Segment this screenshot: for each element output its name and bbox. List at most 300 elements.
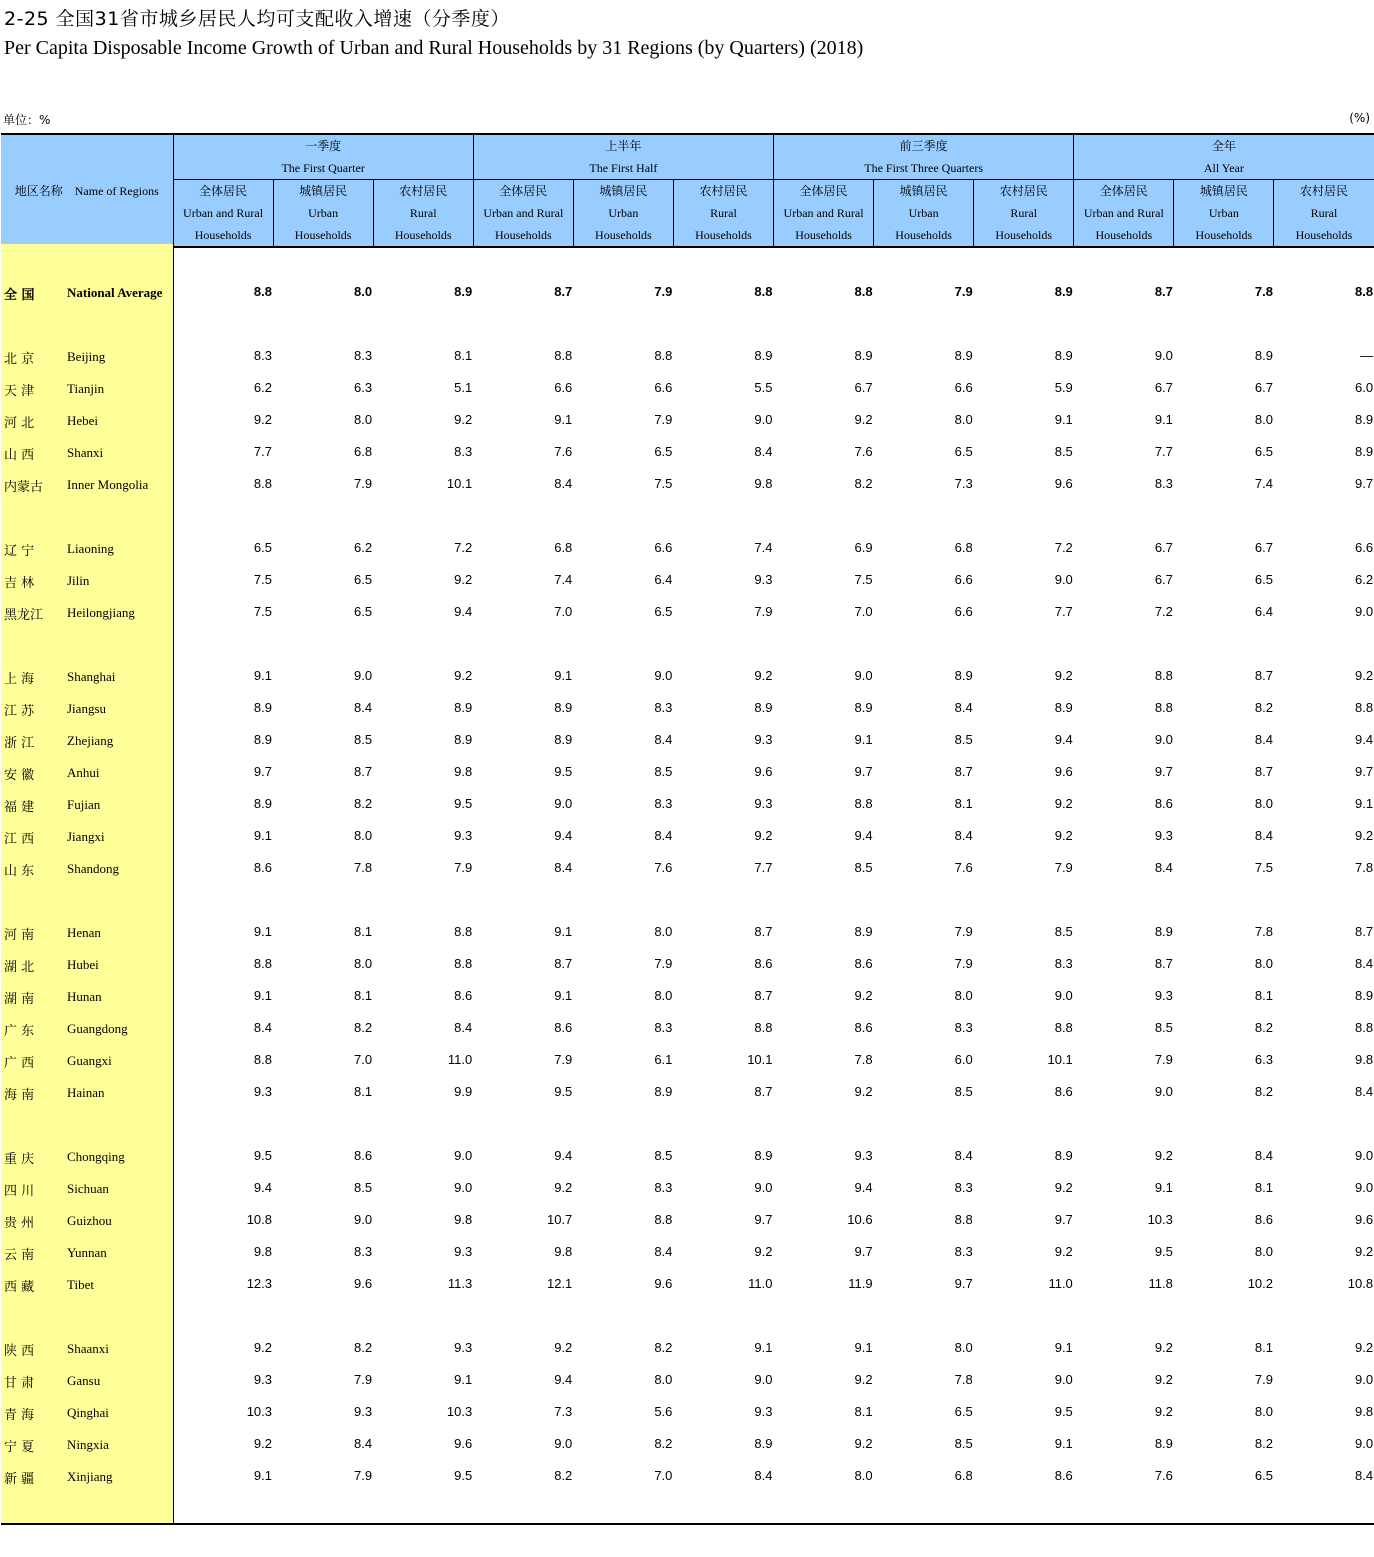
value-cell: 9.3 <box>454 828 473 843</box>
value-cell: 8.5 <box>654 1148 673 1163</box>
value-cell: 7.3 <box>954 476 973 491</box>
table-row <box>0 667 1374 687</box>
value-cell: 8.9 <box>253 700 272 715</box>
value-cell: 9.8 <box>554 1244 573 1259</box>
value-cell: 8.9 <box>954 668 973 683</box>
table-row <box>0 955 1374 975</box>
region-name-cn: 山 西 <box>4 448 35 463</box>
value-cell: 11.9 <box>848 1276 873 1291</box>
subcolumn-header: 农村居民 Rural Households <box>1274 180 1374 248</box>
value-cell: 9.5 <box>1154 1244 1173 1259</box>
value-cell: 10.6 <box>847 1212 873 1227</box>
value-cell: 8.4 <box>354 700 373 715</box>
value-cell: 9.2 <box>1054 796 1073 811</box>
value-cell: 10.3 <box>246 1404 272 1419</box>
value-cell: 8.1 <box>454 348 473 363</box>
value-cell: 8.9 <box>454 732 473 747</box>
value-cell: 9.0 <box>1054 988 1073 1003</box>
value-cell: 9.6 <box>1054 476 1073 491</box>
value-cell: 6.7 <box>1254 540 1273 555</box>
value-cell: 9.2 <box>854 412 873 427</box>
value-cell: 8.1 <box>854 1404 873 1419</box>
value-cell: 8.2 <box>1254 700 1273 715</box>
table-row <box>0 1275 1374 1295</box>
value-cell: 8.4 <box>1355 956 1374 971</box>
value-cell: 9.4 <box>554 828 573 843</box>
value-cell: 7.8 <box>1254 924 1273 939</box>
value-cell: 8.9 <box>854 924 873 939</box>
value-cell: 9.2 <box>1355 668 1374 683</box>
region-name-cn: 广 东 <box>4 1024 35 1039</box>
value-cell: 8.9 <box>754 1436 773 1451</box>
value-cell: 6.5 <box>954 1404 973 1419</box>
value-cell: 9.6 <box>754 764 773 779</box>
value-cell: 8.2 <box>554 1468 573 1483</box>
region-name-en: Anhui <box>67 765 100 780</box>
value-cell: 9.0 <box>1355 604 1374 619</box>
value-cell: 8.8 <box>854 284 873 299</box>
value-cell: 8.8 <box>1054 1020 1073 1035</box>
value-cell: 8.9 <box>554 732 573 747</box>
value-cell: 8.4 <box>654 1244 673 1259</box>
value-cell: 9.6 <box>1355 1212 1374 1227</box>
region-name-en: Jiangxi <box>67 829 105 844</box>
value-cell: 9.0 <box>454 1148 473 1163</box>
value-cell: 8.4 <box>1254 1148 1273 1163</box>
value-cell: 7.7 <box>1154 444 1173 459</box>
value-cell: 9.5 <box>454 1468 473 1483</box>
value-cell: 9.0 <box>754 1372 773 1387</box>
value-cell: 7.9 <box>654 284 673 299</box>
region-name-en: Jiangsu <box>67 701 106 716</box>
value-cell: 9.7 <box>754 1212 773 1227</box>
value-cell: 6.8 <box>954 540 973 555</box>
value-cell: 6.7 <box>1154 380 1173 395</box>
value-cell: 9.1 <box>854 732 873 747</box>
value-cell: 6.5 <box>954 444 973 459</box>
value-cell: 8.5 <box>1154 1020 1173 1035</box>
value-cell: 7.9 <box>354 1372 373 1387</box>
value-cell: 8.7 <box>554 956 573 971</box>
value-cell: 6.6 <box>954 572 973 587</box>
region-name-cn: 湖 北 <box>4 960 35 975</box>
value-cell: 8.7 <box>754 988 773 1003</box>
region-name-cn: 辽 宁 <box>4 544 35 559</box>
value-cell: 8.2 <box>354 1340 373 1355</box>
value-cell: 9.4 <box>554 1372 573 1387</box>
value-cell: 6.6 <box>954 604 973 619</box>
value-cell: 9.0 <box>354 668 373 683</box>
value-cell: 8.9 <box>1054 700 1073 715</box>
value-cell: 10.1 <box>446 476 473 491</box>
value-cell: 9.7 <box>1054 1212 1073 1227</box>
subcolumn-header: 农村居民 Rural Households <box>673 180 773 248</box>
value-cell: 9.7 <box>1355 764 1374 779</box>
value-cell: 9.0 <box>1355 1180 1374 1195</box>
region-name-cn: 贵 州 <box>4 1216 35 1231</box>
region-name-cn: 黑龙江 <box>4 608 44 623</box>
value-cell: 9.3 <box>754 572 773 587</box>
value-cell: 7.2 <box>454 540 473 555</box>
value-cell: 9.1 <box>253 668 272 683</box>
value-cell: 9.2 <box>854 1084 873 1099</box>
value-cell: 7.4 <box>1254 476 1273 491</box>
region-name-cn: 河 北 <box>4 416 35 431</box>
value-cell: 8.8 <box>1154 668 1173 683</box>
value-cell: 8.0 <box>354 828 373 843</box>
value-cell: 9.2 <box>554 1340 573 1355</box>
value-cell: 8.8 <box>1355 284 1374 299</box>
value-cell: 7.9 <box>1154 1052 1173 1067</box>
region-name-cn: 四 川 <box>4 1184 35 1199</box>
value-cell: 8.4 <box>454 1020 473 1035</box>
value-cell: 6.7 <box>1154 540 1173 555</box>
value-cell: 8.4 <box>654 732 673 747</box>
value-cell: 8.6 <box>1054 1468 1073 1483</box>
value-cell: 6.6 <box>954 380 973 395</box>
value-cell: 9.1 <box>253 988 272 1003</box>
value-cell: 8.7 <box>754 924 773 939</box>
value-cell: 8.6 <box>454 988 473 1003</box>
value-cell: 7.8 <box>854 1052 873 1067</box>
value-cell: 8.9 <box>754 348 773 363</box>
table-row <box>0 475 1374 495</box>
value-cell: 6.2 <box>253 380 272 395</box>
value-cell: 6.3 <box>354 380 373 395</box>
value-cell: 8.8 <box>854 796 873 811</box>
table-row <box>0 1211 1374 1231</box>
value-cell: 8.8 <box>754 284 773 299</box>
value-cell: 9.0 <box>554 1436 573 1451</box>
value-cell: 9.2 <box>1054 828 1073 843</box>
value-cell: 9.0 <box>354 1212 373 1227</box>
value-cell: 9.6 <box>654 1276 673 1291</box>
table-row <box>0 539 1374 559</box>
value-cell: 9.0 <box>1054 572 1073 587</box>
value-cell: 9.2 <box>1054 1180 1073 1195</box>
value-cell: 8.5 <box>954 1084 973 1099</box>
value-cell: 12.3 <box>246 1276 272 1291</box>
value-cell: 6.7 <box>1154 572 1173 587</box>
value-cell: 8.5 <box>654 764 673 779</box>
value-cell: 9.8 <box>1355 1052 1374 1067</box>
value-cell: 9.1 <box>253 828 272 843</box>
region-name-cn: 福 建 <box>4 800 35 815</box>
period-header-q3: 前三季度 The First Three Quarters <box>774 134 1074 180</box>
value-cell: 8.0 <box>1254 796 1273 811</box>
value-cell: 9.4 <box>554 1148 573 1163</box>
table-row <box>0 923 1374 943</box>
value-cell: 9.1 <box>754 1340 773 1355</box>
region-name-en: Shandong <box>67 861 119 876</box>
value-cell: 8.2 <box>1254 1084 1273 1099</box>
region-name-en: Hubei <box>67 957 99 972</box>
value-cell: 9.9 <box>454 1084 473 1099</box>
value-cell: 8.2 <box>854 476 873 491</box>
table-row <box>0 1467 1374 1487</box>
region-name-cn: 云 南 <box>4 1248 35 1263</box>
value-cell: 7.8 <box>354 860 373 875</box>
table-row <box>0 571 1374 591</box>
value-cell: 9.5 <box>454 796 473 811</box>
value-cell: 9.6 <box>354 1276 373 1291</box>
value-cell: 6.5 <box>654 604 673 619</box>
table-row <box>0 827 1374 847</box>
value-cell: 8.4 <box>1254 828 1273 843</box>
value-cell: 9.5 <box>1054 1404 1073 1419</box>
value-cell: 9.2 <box>854 1436 873 1451</box>
value-cell: 8.8 <box>253 1052 272 1067</box>
value-cell: 7.9 <box>454 860 473 875</box>
table-row <box>0 347 1374 367</box>
value-cell: 8.4 <box>654 828 673 843</box>
period-header-year: 全年 All Year <box>1074 134 1374 180</box>
value-cell: 10.2 <box>1247 1276 1273 1291</box>
value-cell: 9.7 <box>1355 476 1374 491</box>
value-cell: 6.9 <box>854 540 873 555</box>
value-cell: 9.0 <box>654 668 673 683</box>
value-cell: 9.7 <box>253 764 272 779</box>
table-bottom-rule <box>1 1523 1374 1525</box>
value-cell: 7.9 <box>654 412 673 427</box>
value-cell: 9.2 <box>754 668 773 683</box>
value-cell: 8.3 <box>954 1244 973 1259</box>
table-row <box>0 1371 1374 1391</box>
region-name-en: Ningxia <box>67 1437 109 1452</box>
value-cell: 8.4 <box>554 476 573 491</box>
value-cell: 8.4 <box>354 1436 373 1451</box>
table-row <box>0 1083 1374 1103</box>
value-cell: 8.4 <box>253 1020 272 1035</box>
region-header-cn: 地区名称 <box>14 183 63 198</box>
region-name-cn: 广 西 <box>4 1056 35 1071</box>
value-cell: 9.1 <box>554 988 573 1003</box>
region-name-cn: 湖 南 <box>4 992 35 1007</box>
value-cell: 8.3 <box>354 348 373 363</box>
value-cell: 7.9 <box>554 1052 573 1067</box>
value-cell: 9.2 <box>854 1372 873 1387</box>
period-header-h1: 上半年 The First Half <box>473 134 773 180</box>
value-cell: 9.4 <box>454 604 473 619</box>
subcolumn-header: 城镇居民 Urban Households <box>1174 180 1274 248</box>
value-cell: 9.1 <box>1054 1340 1073 1355</box>
value-cell: 6.3 <box>1254 1052 1273 1067</box>
region-column-header <box>1 134 173 247</box>
value-cell: 8.3 <box>654 1020 673 1035</box>
value-cell: 7.9 <box>354 476 373 491</box>
region-name-en: Qinghai <box>67 1405 109 1420</box>
value-cell: 8.9 <box>454 284 473 299</box>
value-cell: 9.1 <box>253 1468 272 1483</box>
value-cell: 8.0 <box>354 956 373 971</box>
value-cell: 6.6 <box>654 540 673 555</box>
value-cell: 8.6 <box>253 860 272 875</box>
value-cell: 8.8 <box>954 1212 973 1227</box>
value-cell: 6.8 <box>554 540 573 555</box>
value-cell: 7.0 <box>854 604 873 619</box>
value-cell: 7.6 <box>854 444 873 459</box>
value-cell: 8.8 <box>454 956 473 971</box>
value-cell: 9.4 <box>253 1180 272 1195</box>
value-cell: 7.7 <box>1054 604 1073 619</box>
value-cell: 8.6 <box>354 1148 373 1163</box>
region-column-divider <box>173 244 174 1524</box>
value-cell: 8.2 <box>654 1436 673 1451</box>
value-cell: 8.3 <box>654 700 673 715</box>
region-name-cn: 上 海 <box>4 672 35 687</box>
region-name-en: Henan <box>67 925 101 940</box>
region-name-en: Shanghai <box>67 669 116 684</box>
value-cell: 7.9 <box>954 924 973 939</box>
region-name-cn: 新 疆 <box>4 1472 35 1487</box>
value-cell: 9.2 <box>854 988 873 1003</box>
region-name-cn: 内蒙古 <box>4 480 44 495</box>
value-cell: 8.1 <box>354 1084 373 1099</box>
subcolumn-header: 全体居民 Urban and Rural Households <box>473 180 573 248</box>
value-cell: 8.3 <box>654 796 673 811</box>
value-cell: 7.0 <box>354 1052 373 1067</box>
region-name-en: Shaanxi <box>67 1341 109 1356</box>
value-cell: 9.2 <box>1154 1372 1173 1387</box>
value-cell: 8.4 <box>954 700 973 715</box>
value-cell: 8.1 <box>954 796 973 811</box>
value-cell: 8.9 <box>1054 348 1073 363</box>
value-cell: 9.3 <box>754 1404 773 1419</box>
table-row <box>0 763 1374 783</box>
value-cell: 11.0 <box>748 1276 773 1291</box>
value-cell: 7.5 <box>854 572 873 587</box>
value-cell: 6.0 <box>1355 380 1374 395</box>
value-cell: 11.8 <box>1148 1276 1173 1291</box>
value-cell: 9.8 <box>253 1244 272 1259</box>
value-cell: 8.8 <box>253 956 272 971</box>
region-name-en: Guizhou <box>67 1213 112 1228</box>
value-cell: 8.5 <box>854 860 873 875</box>
table-row <box>0 1339 1374 1359</box>
region-name-en: Gansu <box>67 1373 101 1388</box>
value-cell: 9.0 <box>754 412 773 427</box>
region-header-en: Name of Regions <box>74 183 159 198</box>
value-cell: 9.0 <box>454 1180 473 1195</box>
subcolumn-header: 农村居民 Rural Households <box>974 180 1074 248</box>
value-cell: 10.3 <box>446 1404 473 1419</box>
value-cell: 8.9 <box>654 1084 673 1099</box>
value-cell: 8.2 <box>654 1340 673 1355</box>
subcolumn-header: 全体居民 Urban and Rural Households <box>173 180 273 248</box>
value-cell: 9.3 <box>454 1244 473 1259</box>
subcolumn-header: 城镇居民 Urban Households <box>573 180 673 248</box>
value-cell: 8.1 <box>1254 988 1273 1003</box>
region-name-en: Hunan <box>67 989 102 1004</box>
value-cell: 10.1 <box>747 1052 773 1067</box>
value-cell: 5.9 <box>1054 380 1073 395</box>
value-cell: 9.0 <box>1355 1372 1374 1387</box>
unit-label: 单位：% <box>3 113 51 127</box>
value-cell: 7.9 <box>1254 1372 1273 1387</box>
region-name-cn: 吉 林 <box>4 576 35 591</box>
value-cell: 8.1 <box>354 988 373 1003</box>
value-cell: 9.0 <box>554 796 573 811</box>
region-name-en: Zhejiang <box>67 733 114 748</box>
value-cell: 9.3 <box>854 1148 873 1163</box>
value-cell: 7.4 <box>554 572 573 587</box>
value-cell: 6.5 <box>1254 444 1273 459</box>
value-cell: 5.6 <box>654 1404 673 1419</box>
value-cell: 9.2 <box>754 1244 773 1259</box>
value-cell: 9.8 <box>1355 1404 1374 1419</box>
value-cell: 9.2 <box>454 412 473 427</box>
value-cell: 7.3 <box>554 1404 573 1419</box>
value-cell: 9.2 <box>1054 668 1073 683</box>
value-cell: 8.4 <box>1355 1468 1374 1483</box>
value-cell: 8.6 <box>854 1020 873 1035</box>
value-cell: 8.3 <box>654 1180 673 1195</box>
value-cell: 9.0 <box>1355 1148 1374 1163</box>
value-cell: 8.5 <box>954 732 973 747</box>
value-cell: 7.5 <box>253 572 272 587</box>
value-cell: 8.4 <box>754 444 773 459</box>
table-header <box>1 133 1374 248</box>
value-cell: 8.9 <box>1154 924 1173 939</box>
value-cell: 8.0 <box>654 924 673 939</box>
value-cell: 7.9 <box>354 1468 373 1483</box>
value-cell: 8.0 <box>954 988 973 1003</box>
region-name-en: Xinjiang <box>67 1469 113 1484</box>
value-cell: 7.9 <box>954 284 973 299</box>
region-name-en: Inner Mongolia <box>67 477 149 492</box>
table-row <box>0 379 1374 399</box>
region-name-en: Heilongjiang <box>67 605 135 620</box>
value-cell: 9.2 <box>1355 828 1374 843</box>
value-cell: 9.1 <box>554 668 573 683</box>
table-row <box>0 795 1374 815</box>
region-name-cn: 天 津 <box>4 384 35 399</box>
value-cell: 8.6 <box>1154 796 1173 811</box>
value-cell: 11.3 <box>447 1276 473 1291</box>
value-cell: 6.0 <box>954 1052 973 1067</box>
value-cell: 8.9 <box>1355 988 1374 1003</box>
table-row <box>0 1435 1374 1455</box>
value-cell: 8.3 <box>354 1244 373 1259</box>
subcolumn-header: 全体居民 Urban and Rural Households <box>1074 180 1174 248</box>
value-cell: 10.1 <box>1047 1052 1073 1067</box>
value-cell: 9.8 <box>454 1212 473 1227</box>
value-cell: 8.9 <box>754 1148 773 1163</box>
region-name-cn: 全 国 <box>4 288 35 303</box>
value-cell: 6.4 <box>654 572 673 587</box>
value-cell: 9.7 <box>954 1276 973 1291</box>
value-cell: 9.6 <box>454 1436 473 1451</box>
value-cell: 8.7 <box>1154 284 1173 299</box>
value-cell: 7.0 <box>554 604 573 619</box>
value-cell: 10.3 <box>1147 1212 1173 1227</box>
value-cell: 12.1 <box>546 1276 573 1291</box>
subcolumn-header: 城镇居民 Urban Households <box>273 180 373 248</box>
value-cell: 8.7 <box>1154 956 1173 971</box>
table-row <box>0 443 1374 463</box>
value-cell: 8.6 <box>854 956 873 971</box>
table-title-cn: 2-25 全国31省市城乡居民人均可支配收入增速（分季度） <box>4 8 510 30</box>
region-name-cn: 北 京 <box>4 352 35 367</box>
value-cell: 6.6 <box>654 380 673 395</box>
region-name-en: Sichuan <box>67 1181 109 1196</box>
value-cell: 9.2 <box>554 1180 573 1195</box>
value-cell: 8.9 <box>1355 412 1374 427</box>
unit-label-right: (%) <box>1349 111 1370 125</box>
value-cell: 8.9 <box>1054 284 1073 299</box>
value-cell: 9.3 <box>253 1372 272 1387</box>
table-row <box>0 859 1374 879</box>
